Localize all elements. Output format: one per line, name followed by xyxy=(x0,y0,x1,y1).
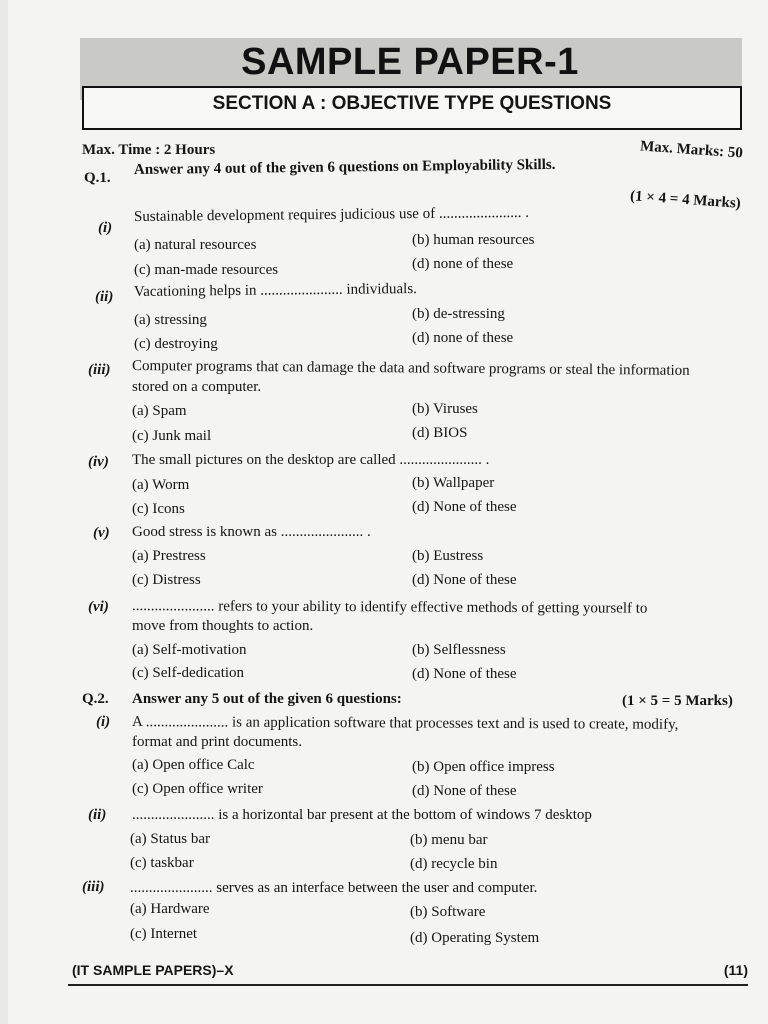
q1-ii-option-a: (a) stressing xyxy=(134,312,207,328)
q1-marks: (1 × 4 = 4 Marks) xyxy=(629,188,742,212)
q1-v-text: Good stress is known as ...................... . xyxy=(132,524,371,540)
q2-i-option-a: (a) Open office Calc xyxy=(132,757,255,773)
q1-i-option-a: (a) natural resources xyxy=(134,237,257,253)
q1-i-option-c: (c) man-made resources xyxy=(134,262,279,278)
footer-rule xyxy=(68,984,748,986)
q2-text: Answer any 5 out of the given 6 questions: xyxy=(132,691,402,707)
q1-iv-option-d: (d) None of these xyxy=(412,499,517,515)
q1-ii-option-d: (d) none of these xyxy=(412,330,514,346)
q2-ii-option-c: (c) taskbar xyxy=(130,855,194,871)
q1-iv-option-c: (c) Icons xyxy=(132,501,185,517)
q1-v-option-c: (c) Distress xyxy=(132,572,201,588)
q2-i-option-d: (d) None of these xyxy=(412,783,517,799)
q2-ii-option-a: (a) Status bar xyxy=(130,831,210,847)
q2-iii-option-b: (b) Software xyxy=(410,904,486,920)
q1-vi-text-cont: move from thoughts to action. xyxy=(132,618,314,634)
q1-text: Answer any 4 out of the given 6 questions on Employability Skills. xyxy=(133,156,556,178)
q1-ii-option-c: (c) destroying xyxy=(134,336,218,352)
q1-i-number: (i) xyxy=(98,220,113,236)
q2-i-number: (i) xyxy=(96,714,111,730)
q1-vi-option-b: (b) Selflessness xyxy=(412,642,506,658)
q1-ii-number: (ii) xyxy=(95,289,114,305)
q1-i-option-d: (d) none of these xyxy=(412,256,514,272)
q2-ii-number: (ii) xyxy=(88,807,107,823)
q1-iii-text: Computer programs that can damage the data and software programs or steal the information xyxy=(131,358,690,379)
q1-iv-number: (iv) xyxy=(88,454,109,470)
q1-v-number: (v) xyxy=(93,525,110,541)
q2-ii-text: ...................... is a horizontal bar present at the bottom of windows 7 desktop xyxy=(132,807,592,823)
q1-vi-text: ...................... refers to your ability to identify effective methods of getting yourself to xyxy=(131,598,648,617)
q1-vi-option-d: (d) None of these xyxy=(412,666,517,682)
q1-i-option-b: (b) human resources xyxy=(412,232,535,248)
q1-iv-option-b: (b) Wallpaper xyxy=(412,475,495,491)
page-title: SAMPLE PAPER-1 xyxy=(241,41,579,83)
q2-iii-text: ...................... serves as an interface between the user and computer. xyxy=(130,880,538,896)
section-heading-box xyxy=(82,86,742,130)
q2-ii-option-b: (b) menu bar xyxy=(410,832,488,848)
max-marks: Max. Marks: 50 xyxy=(639,138,744,162)
footer-book-title: (IT SAMPLE PAPERS)–X xyxy=(72,962,234,978)
q1-iv-text: The small pictures on the desktop are called ...................... . xyxy=(132,452,490,468)
q1-ii-option-b: (b) de-stressing xyxy=(412,306,505,322)
q2-i-option-b: (b) Open office impress xyxy=(412,759,555,775)
q1-i-text: Sustainable development requires judicious use of ...................... . xyxy=(133,204,529,225)
q2-i-text-cont: format and print documents. xyxy=(132,734,302,750)
q1-number: Q.1. xyxy=(84,170,111,186)
q1-iv-option-a: (a) Worm xyxy=(132,477,190,493)
q1-iii-text-cont: stored on a computer. xyxy=(132,379,262,395)
q1-vi-option-a: (a) Self-motivation xyxy=(132,642,247,658)
q1-iii-option-b: (b) Viruses xyxy=(412,401,478,417)
q2-i-text: A ...................... is an application software that processes text and is used to create, modify, xyxy=(131,714,679,733)
footer-page-number: (11) xyxy=(723,962,748,978)
q1-vi-option-c: (c) Self-dedication xyxy=(132,665,245,681)
q2-iii-option-c: (c) Internet xyxy=(130,926,198,942)
q1-iii-option-a: (a) Spam xyxy=(132,403,187,419)
q2-i-option-c: (c) Open office writer xyxy=(132,781,263,797)
q1-v-option-d: (d) None of these xyxy=(412,572,517,588)
q1-v-option-a: (a) Prestress xyxy=(132,548,206,564)
q2-iii-option-d: (d) Operating System xyxy=(410,930,540,946)
q2-iii-number: (iii) xyxy=(82,879,105,895)
q2-marks: (1 × 5 = 5 Marks) xyxy=(622,693,733,709)
q2-number: Q.2. xyxy=(82,691,109,707)
section-heading: SECTION A : OBJECTIVE TYPE QUESTIONS xyxy=(212,93,612,114)
q1-vi-number: (vi) xyxy=(88,599,109,615)
q1-v-option-b: (b) Eustress xyxy=(412,548,484,564)
q1-iii-option-d: (d) BIOS xyxy=(412,425,468,441)
q1-iii-option-c: (c) Junk mail xyxy=(132,428,212,444)
q2-ii-option-d: (d) recycle bin xyxy=(410,856,498,872)
q1-iii-number: (iii) xyxy=(88,362,111,378)
q2-iii-option-a: (a) Hardware xyxy=(130,901,210,917)
max-time: Max. Time : 2 Hours xyxy=(82,142,216,158)
q1-ii-text: Vacationing helps in ...................... individuals. xyxy=(133,281,417,300)
